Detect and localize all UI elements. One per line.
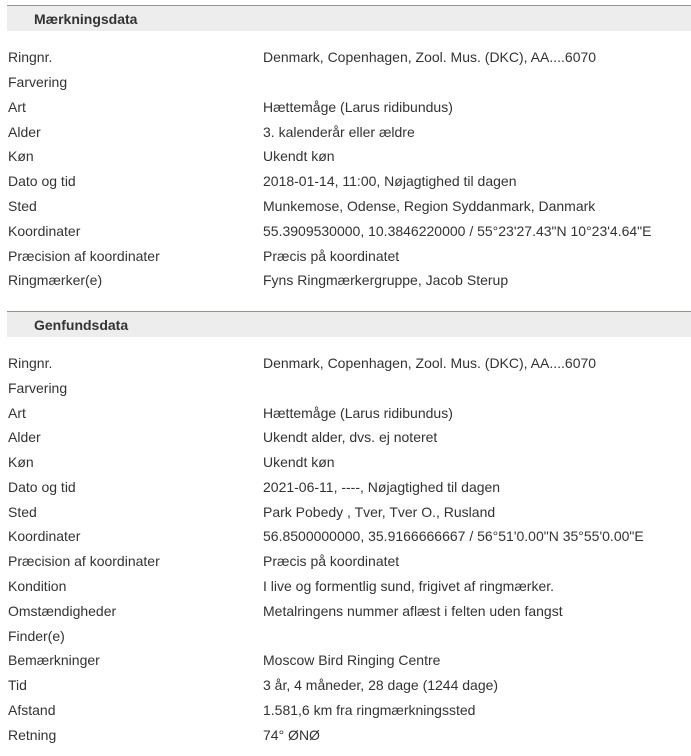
row-label: Ringnr. <box>8 355 53 371</box>
recovery-row-art <box>0 403 691 423</box>
row-label: Farvering <box>8 74 68 90</box>
row-label: Dato og tid <box>8 479 76 495</box>
row-value: Ukendt alder, dvs. ej noteret <box>263 429 438 445</box>
recovery-row-finder <box>0 626 691 646</box>
marking-row-sted <box>0 196 691 216</box>
row-value: 3 år, 4 måneder, 28 dage (1244 dage) <box>263 677 499 693</box>
row-value: Munkemose, Odense, Region Syddanmark, Danmark <box>263 198 596 214</box>
row-label: Omstændigheder <box>8 603 117 619</box>
recovery-row-alder <box>0 427 691 447</box>
row-label: Afstand <box>8 702 56 718</box>
row-label: Farvering <box>8 380 68 396</box>
marking-row-alder <box>0 122 691 142</box>
row-label: Kondition <box>8 578 67 594</box>
row-label: Præcision af koordinater <box>8 553 160 569</box>
recovery-row-ringnr <box>0 353 691 373</box>
recovery-row-koen <box>0 452 691 472</box>
row-value: Fyns Ringmærkergruppe, Jacob Sterup <box>263 272 509 288</box>
recovery-row-praecision <box>0 551 691 571</box>
recovery-row-dato <box>0 477 691 497</box>
row-label: Køn <box>8 148 34 164</box>
recovery-row-koordinater <box>0 526 691 546</box>
marking-section-header <box>7 5 691 31</box>
row-value: Hættemåge (Larus ridibundus) <box>263 99 453 115</box>
row-value: Park Pobedy , Tver, Tver O., Rusland <box>263 504 496 520</box>
recovery-row-sted <box>0 502 691 522</box>
row-value: Præcis på koordinatet <box>263 248 400 264</box>
row-label: Koordinater <box>8 528 81 544</box>
recovery-row-tid <box>0 675 691 695</box>
row-value: 3. kalenderår eller ældre <box>263 124 415 140</box>
row-label: Sted <box>8 198 37 214</box>
row-label: Finder(e) <box>8 628 65 644</box>
row-value: Hættemåge (Larus ridibundus) <box>263 405 453 421</box>
recovery-row-farvering <box>0 378 691 398</box>
recovery-row-omstaendigheder <box>0 601 691 621</box>
recovery-row-afstand <box>0 700 691 720</box>
row-label: Ringnr. <box>8 49 53 65</box>
row-label: Ringmærker(e) <box>8 272 103 288</box>
row-label: Koordinater <box>8 223 81 239</box>
row-label: Køn <box>8 454 34 470</box>
marking-row-koordinater <box>0 221 691 241</box>
row-value: Denmark, Copenhagen, Zool. Mus. (DKC), AA....6070 <box>263 49 597 65</box>
row-value: Præcis på koordinatet <box>263 553 400 569</box>
marking-row-art <box>0 97 691 117</box>
row-value: 2018-01-14, 11:00, Nøjagtighed til dagen <box>263 173 517 189</box>
marking-section-title: Mærkningsdata <box>34 11 138 27</box>
row-label: Alder <box>8 429 41 445</box>
row-label: Art <box>8 405 26 421</box>
row-label: Tid <box>8 677 27 693</box>
recovery-row-retning <box>0 725 691 745</box>
marking-row-ringmaerker <box>0 270 691 290</box>
marking-row-ringnr <box>0 47 691 67</box>
row-value: Denmark, Copenhagen, Zool. Mus. (DKC), AA....6070 <box>263 355 597 371</box>
marking-row-koen <box>0 146 691 166</box>
row-value: 1.581,6 km fra ringmærkningssted <box>263 702 476 718</box>
row-label: Sted <box>8 504 37 520</box>
marking-row-dato <box>0 171 691 191</box>
row-label: Art <box>8 99 26 115</box>
recovery-row-bemaerkninger <box>0 650 691 670</box>
row-value: Ukendt køn <box>263 454 335 470</box>
row-label: Bemærkninger <box>8 652 100 668</box>
row-value: Moscow Bird Ringing Centre <box>263 652 441 668</box>
row-value: 55.3909530000, 10.3846220000 / 55°23'27.43"N 10°23'4.64"E <box>263 223 652 239</box>
row-value: Ukendt køn <box>263 148 335 164</box>
row-value: 74° ØNØ <box>263 727 320 743</box>
marking-row-praecision <box>0 246 691 266</box>
recovery-section-title: Genfundsdata <box>34 317 129 333</box>
row-value: Metalringens nummer aflæst i felten uden fangst <box>263 603 563 619</box>
recovery-section-header <box>7 311 691 337</box>
row-value: 2021-06-11, ----, Nøjagtighed til dagen <box>263 479 501 495</box>
row-label: Retning <box>8 727 57 743</box>
recovery-row-kondition <box>0 576 691 596</box>
row-value: I live og formentlig sund, frigivet af ringmærker. <box>263 578 555 594</box>
row-label: Præcision af koordinater <box>8 248 160 264</box>
row-label: Dato og tid <box>8 173 76 189</box>
row-label: Alder <box>8 124 41 140</box>
marking-row-farvering <box>0 72 691 92</box>
row-value: 56.8500000000, 35.9166666667 / 56°51'0.00"N 35°55'0.00"E <box>263 528 644 544</box>
